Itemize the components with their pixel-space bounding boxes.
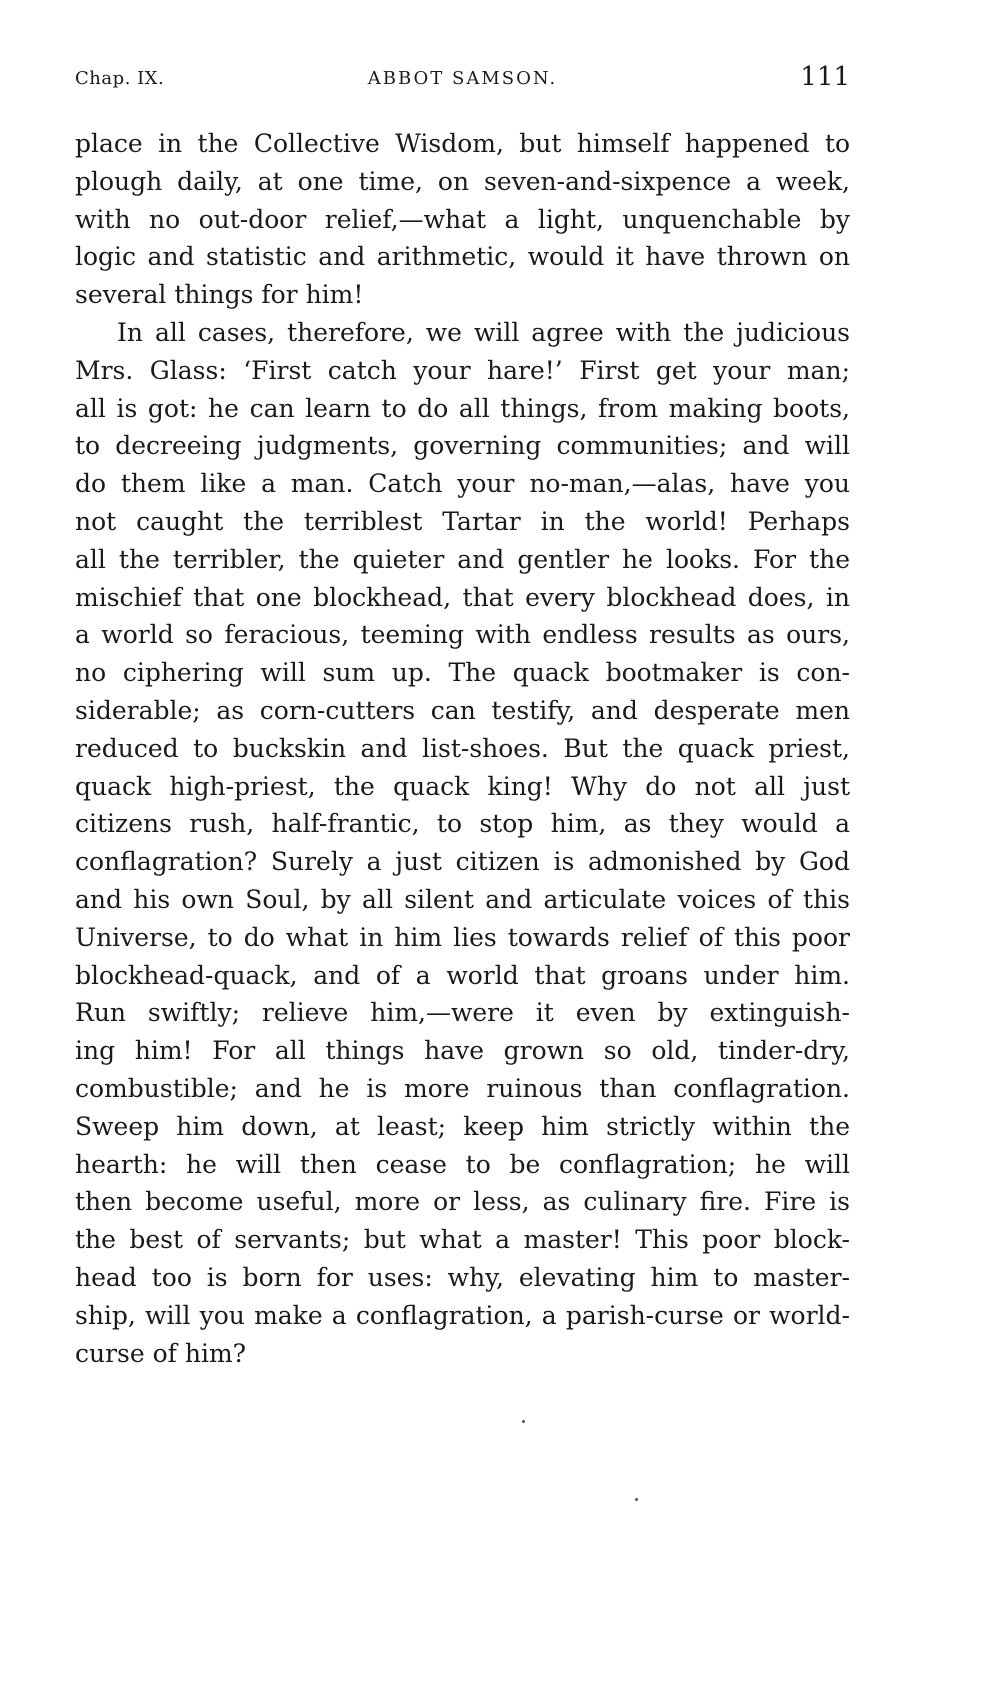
- text-line: mischief that one blockhead, that every blockhead does, in: [75, 582, 850, 612]
- text-line: no ciphering will sum up. The quack bootmaker is con-: [75, 658, 850, 688]
- text-line: citizens rush, half-frantic, to stop him, as they would a: [75, 809, 850, 839]
- text-line: blockhead-quack, and of a world that groans under him.: [75, 960, 850, 990]
- text-line: curse of him?: [75, 1338, 247, 1368]
- text-line: with no out-door relief,—what a light, unquenchable by: [75, 204, 850, 234]
- running-title: ABBOT SAMSON.: [367, 68, 558, 89]
- text-line: quack high-priest, the quack king! Why do not all just: [75, 771, 850, 801]
- text-line: logic and statistic and arithmetic, would it have thrown on: [75, 242, 850, 272]
- text-line: all the terribler, the quieter and gentler he looks. For the: [75, 544, 850, 574]
- print-speck: [635, 1498, 638, 1501]
- text-line: ship, will you make a conflagration, a parish-curse or world-: [75, 1300, 850, 1330]
- text-line: Sweep him down, at least; keep him strictly within the: [75, 1111, 850, 1141]
- text-line: several things for him!: [75, 280, 364, 310]
- text-line: do them like a man. Catch your no-man,—alas, have you: [75, 469, 850, 499]
- text-line: a world so feracious, teeming with endless results as ours,: [75, 620, 850, 650]
- page-number: 111: [800, 62, 850, 92]
- text-line: ing him! For all things have grown so old, tinder-dry,: [75, 1036, 850, 1066]
- text-line: plough daily, at one time, on seven-and-sixpence a week,: [75, 166, 850, 196]
- print-speck: [522, 1420, 525, 1423]
- text-line: then become useful, more or less, as culinary fire. Fire is: [75, 1187, 850, 1217]
- text-line: not caught the terriblest Tartar in the world! Perhaps: [75, 506, 850, 536]
- text-line: siderable; as corn-cutters can testify, and desperate men: [75, 695, 850, 725]
- text-line: Run swiftly; relieve him,—were it even by extinguish-: [75, 998, 850, 1028]
- text-line: Universe, to do what in him lies towards relief of this poor: [75, 922, 850, 952]
- text-line: the best of servants; but what a master! This poor block-: [75, 1225, 850, 1255]
- paragraph: [75, 314, 850, 1372]
- text-line: Mrs. Glass: ‘First catch your hare!’ First get your man;: [75, 355, 850, 385]
- text-line: head too is born for uses: why, elevating him to master-: [75, 1262, 850, 1292]
- text-line: and his own Soul, by all silent and articulate voices of this: [75, 884, 850, 914]
- running-head: [75, 60, 850, 100]
- paragraph: [75, 125, 850, 314]
- text-line: reduced to buckskin and list-shoes. But the quack priest,: [75, 733, 850, 763]
- text-line: hearth: he will then cease to be conflagration; he will: [75, 1149, 850, 1179]
- text-line: place in the Collective Wisdom, but himself happened to: [75, 129, 850, 158]
- text-line: In all cases, therefore, we will agree with the judicious: [117, 317, 850, 347]
- text-line: all is got: he can learn to do all things, from making boots,: [75, 393, 850, 423]
- text-line: conflagration? Surely a just citizen is admonished by God: [75, 847, 850, 877]
- text-line: to decreeing judgments, governing communities; and will: [75, 431, 850, 461]
- chapter-label: Chap. IX.: [75, 68, 165, 89]
- text-line: combustible; and he is more ruinous than conflagration.: [75, 1073, 850, 1103]
- body-text: [75, 125, 850, 1372]
